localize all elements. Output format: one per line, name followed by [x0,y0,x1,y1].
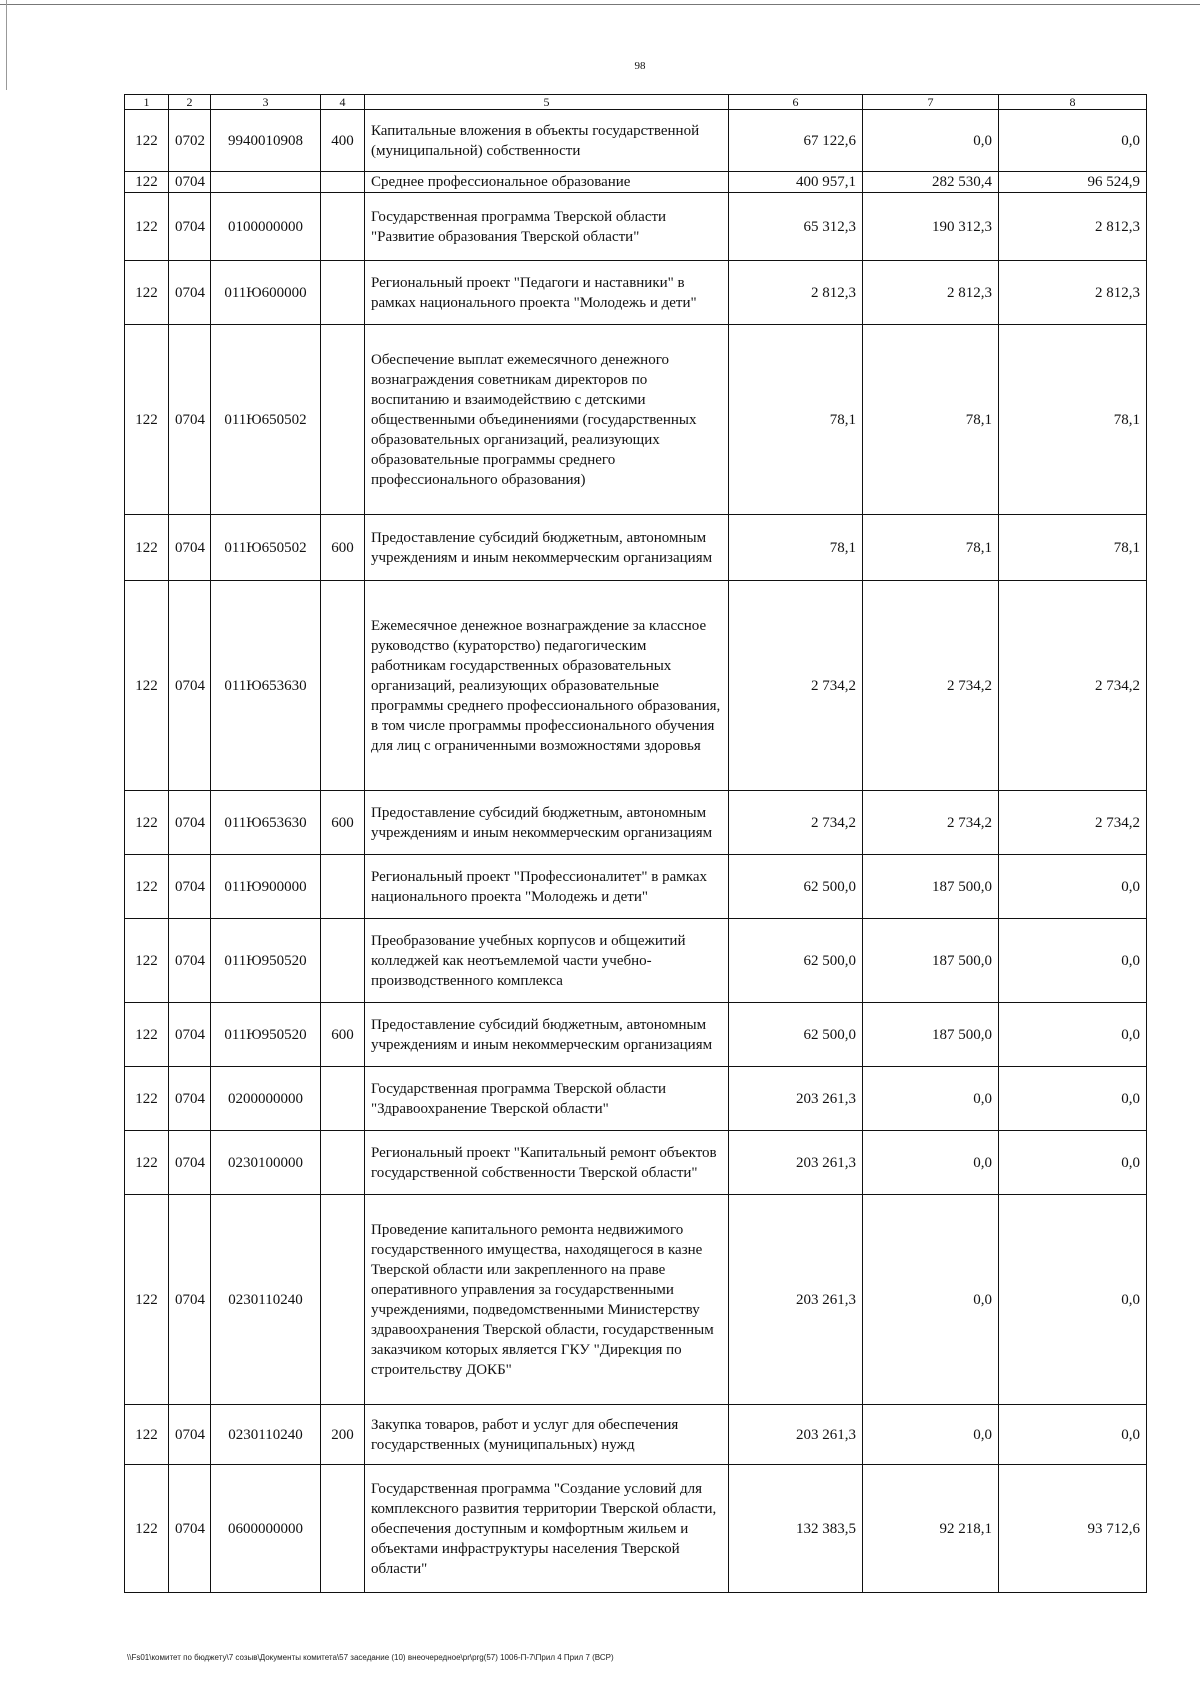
amount-col-7: 78,1 [863,325,999,515]
amount-col-6: 2 734,2 [729,791,863,855]
amount-col-7: 2 812,3 [863,261,999,325]
expense-type-code: 600 [321,515,365,581]
section-code: 0704 [169,581,211,791]
target-article-code: 011Ю653630 [211,791,321,855]
amount-col-8: 0,0 [999,1405,1147,1465]
target-article-code: 011Ю900000 [211,855,321,919]
target-article-code: 0100000000 [211,193,321,261]
amount-col-7: 0,0 [863,110,999,172]
table-row [125,325,1147,515]
amount-col-7: 0,0 [863,1067,999,1131]
amount-col-7: 92 218,1 [863,1465,999,1593]
section-code: 0704 [169,1405,211,1465]
expense-type-code: 200 [321,1405,365,1465]
column-header: 7 [863,95,999,110]
amount-col-8: 78,1 [999,325,1147,515]
row-description: Проведение капитального ремонта недвижимого государственного имущества, находящегося в казне Тверской области или закрепленного на праве оперативного управления за государственными учреждениями, подведомственными Министерству здравоохранения Тверской области, государственным заказчиком которых является ГКУ "Дирекция по строительству ДОКБ" [365,1195,729,1405]
amount-col-6: 62 500,0 [729,1003,863,1067]
expense-type-code [321,172,365,193]
table-row [125,172,1147,193]
ministry-code: 122 [125,1067,169,1131]
section-code: 0704 [169,919,211,1003]
row-description: Предоставление субсидий бюджетным, автономным учреждениям и иным некоммерческим организациям [365,1003,729,1067]
amount-col-6: 2 734,2 [729,581,863,791]
ministry-code: 122 [125,855,169,919]
row-description: Среднее профессиональное образование [365,172,729,193]
ministry-code: 122 [125,1131,169,1195]
target-article-code: 011Ю950520 [211,919,321,1003]
section-code: 0704 [169,515,211,581]
row-description: Государственная программа Тверской области "Развитие образования Тверской области" [365,193,729,261]
amount-col-7: 0,0 [863,1405,999,1465]
section-code: 0704 [169,1465,211,1593]
expense-type-code [321,1195,365,1405]
amount-col-6: 400 957,1 [729,172,863,193]
column-header: 8 [999,95,1147,110]
amount-col-7: 2 734,2 [863,791,999,855]
column-header: 4 [321,95,365,110]
ministry-code: 122 [125,193,169,261]
ministry-code: 122 [125,581,169,791]
table-row [125,515,1147,581]
table-row [125,791,1147,855]
row-description: Государственная программа Тверской области "Здравоохранение Тверской области" [365,1067,729,1131]
amount-col-8: 93 712,6 [999,1465,1147,1593]
row-description: Предоставление субсидий бюджетным, автономным учреждениям и иным некоммерческим организациям [365,791,729,855]
amount-col-8: 0,0 [999,1131,1147,1195]
amount-col-6: 67 122,6 [729,110,863,172]
amount-col-8: 2 812,3 [999,193,1147,261]
target-article-code: 0600000000 [211,1465,321,1593]
expense-type-code [321,325,365,515]
ministry-code: 122 [125,1465,169,1593]
scan-edge-line [0,4,1200,5]
table-row [125,1405,1147,1465]
amount-col-6: 2 812,3 [729,261,863,325]
target-article-code: 0230100000 [211,1131,321,1195]
amount-col-6: 78,1 [729,325,863,515]
amount-col-8: 0,0 [999,919,1147,1003]
expense-type-code [321,1131,365,1195]
target-article-code: 011Ю650502 [211,325,321,515]
section-code: 0702 [169,110,211,172]
target-article-code: 011Ю653630 [211,581,321,791]
target-article-code: 011Ю650502 [211,515,321,581]
table-row [125,855,1147,919]
amount-col-7: 2 734,2 [863,581,999,791]
table-row [125,581,1147,791]
ministry-code: 122 [125,110,169,172]
target-article-code [211,172,321,193]
expense-type-code: 600 [321,791,365,855]
table-row [125,919,1147,1003]
amount-col-6: 78,1 [729,515,863,581]
amount-col-8: 2 812,3 [999,261,1147,325]
amount-col-7: 190 312,3 [863,193,999,261]
amount-col-8: 2 734,2 [999,581,1147,791]
table-row [125,1131,1147,1195]
amount-col-7: 187 500,0 [863,855,999,919]
amount-col-6: 65 312,3 [729,193,863,261]
expense-type-code: 600 [321,1003,365,1067]
amount-col-8: 0,0 [999,1195,1147,1405]
amount-col-6: 203 261,3 [729,1067,863,1131]
section-code: 0704 [169,791,211,855]
column-header: 6 [729,95,863,110]
column-header: 1 [125,95,169,110]
column-header: 5 [365,95,729,110]
amount-col-8: 2 734,2 [999,791,1147,855]
section-code: 0704 [169,855,211,919]
ministry-code: 122 [125,791,169,855]
footer-file-path: \\Fs01\комитет по бюджету\7 созыв\Документы комитета\57 заседание (10) внеочередное\pr\prg(57) 1006-П-7\Прил 4 Прил 7 (ВСР) [127,1653,614,1662]
section-code: 0704 [169,261,211,325]
target-article-code: 011Ю600000 [211,261,321,325]
amount-col-6: 62 500,0 [729,919,863,1003]
row-description: Капитальные вложения в объекты государственной (муниципальной) собственности [365,110,729,172]
section-code: 0704 [169,193,211,261]
amount-col-8: 96 524,9 [999,172,1147,193]
row-description: Региональный проект "Педагоги и наставники" в рамках национального проекта "Молодежь и дети" [365,261,729,325]
target-article-code: 9940010908 [211,110,321,172]
expense-type-code [321,1067,365,1131]
ministry-code: 122 [125,325,169,515]
target-article-code: 011Ю950520 [211,1003,321,1067]
expense-type-code: 400 [321,110,365,172]
row-description: Ежемесячное денежное вознаграждение за классное руководство (кураторство) педагогическим работникам государственных образовательных организаций, реализующих образовательные программы среднего профессионального образования, в том числе программы профессионального обучения для лиц с ограниченными возможностями здоровья [365,581,729,791]
page-number: 98 [634,60,646,72]
table-row [125,1003,1147,1067]
target-article-code: 0200000000 [211,1067,321,1131]
section-code: 0704 [169,1003,211,1067]
ministry-code: 122 [125,261,169,325]
section-code: 0704 [169,1195,211,1405]
row-description: Государственная программа "Создание условий для комплексного развития территории Тверской области, обеспечения доступным и комфортным жильем и объектами инфраструктуры населения Тверской области" [365,1465,729,1593]
expense-type-code [321,581,365,791]
ministry-code: 122 [125,1195,169,1405]
column-header: 2 [169,95,211,110]
amount-col-8: 78,1 [999,515,1147,581]
expense-type-code [321,1465,365,1593]
amount-col-7: 282 530,4 [863,172,999,193]
row-description: Предоставление субсидий бюджетным, автономным учреждениям и иным некоммерческим организациям [365,515,729,581]
ministry-code: 122 [125,515,169,581]
table-row [125,261,1147,325]
amount-col-8: 0,0 [999,110,1147,172]
table-row [125,110,1147,172]
amount-col-8: 0,0 [999,1067,1147,1131]
expense-type-code [321,855,365,919]
row-description: Обеспечение выплат ежемесячного денежного вознаграждения советникам директоров по воспитанию и взаимодействию с детскими общественными объединениями (государственных образовательных организаций, реализующих образовательные программы среднего профессионального образования) [365,325,729,515]
table-row [125,1465,1147,1593]
ministry-code: 122 [125,919,169,1003]
budget-table [124,94,1147,1593]
column-header: 3 [211,95,321,110]
amount-col-6: 203 261,3 [729,1405,863,1465]
amount-col-7: 0,0 [863,1131,999,1195]
column-number-row [125,95,1147,110]
amount-col-7: 78,1 [863,515,999,581]
target-article-code: 0230110240 [211,1405,321,1465]
amount-col-6: 203 261,3 [729,1195,863,1405]
amount-col-8: 0,0 [999,855,1147,919]
row-description: Преобразование учебных корпусов и общежитий колледжей как неотъемлемой части учебно-производственного комплекса [365,919,729,1003]
ministry-code: 122 [125,1003,169,1067]
section-code: 0704 [169,1067,211,1131]
target-article-code: 0230110240 [211,1195,321,1405]
scan-edge-line [6,0,7,90]
ministry-code: 122 [125,1405,169,1465]
ministry-code: 122 [125,172,169,193]
expense-type-code [321,193,365,261]
table-row [125,1067,1147,1131]
amount-col-6: 203 261,3 [729,1131,863,1195]
section-code: 0704 [169,325,211,515]
amount-col-7: 187 500,0 [863,919,999,1003]
expense-type-code [321,919,365,1003]
section-code: 0704 [169,172,211,193]
amount-col-6: 132 383,5 [729,1465,863,1593]
table-row [125,193,1147,261]
section-code: 0704 [169,1131,211,1195]
row-description: Региональный проект "Профессионалитет" в рамках национального проекта "Молодежь и дети" [365,855,729,919]
expense-type-code [321,261,365,325]
amount-col-6: 62 500,0 [729,855,863,919]
amount-col-7: 0,0 [863,1195,999,1405]
amount-col-8: 0,0 [999,1003,1147,1067]
table-row [125,1195,1147,1405]
row-description: Закупка товаров, работ и услуг для обеспечения государственных (муниципальных) нужд [365,1405,729,1465]
row-description: Региональный проект "Капитальный ремонт объектов государственной собственности Тверской области" [365,1131,729,1195]
amount-col-7: 187 500,0 [863,1003,999,1067]
